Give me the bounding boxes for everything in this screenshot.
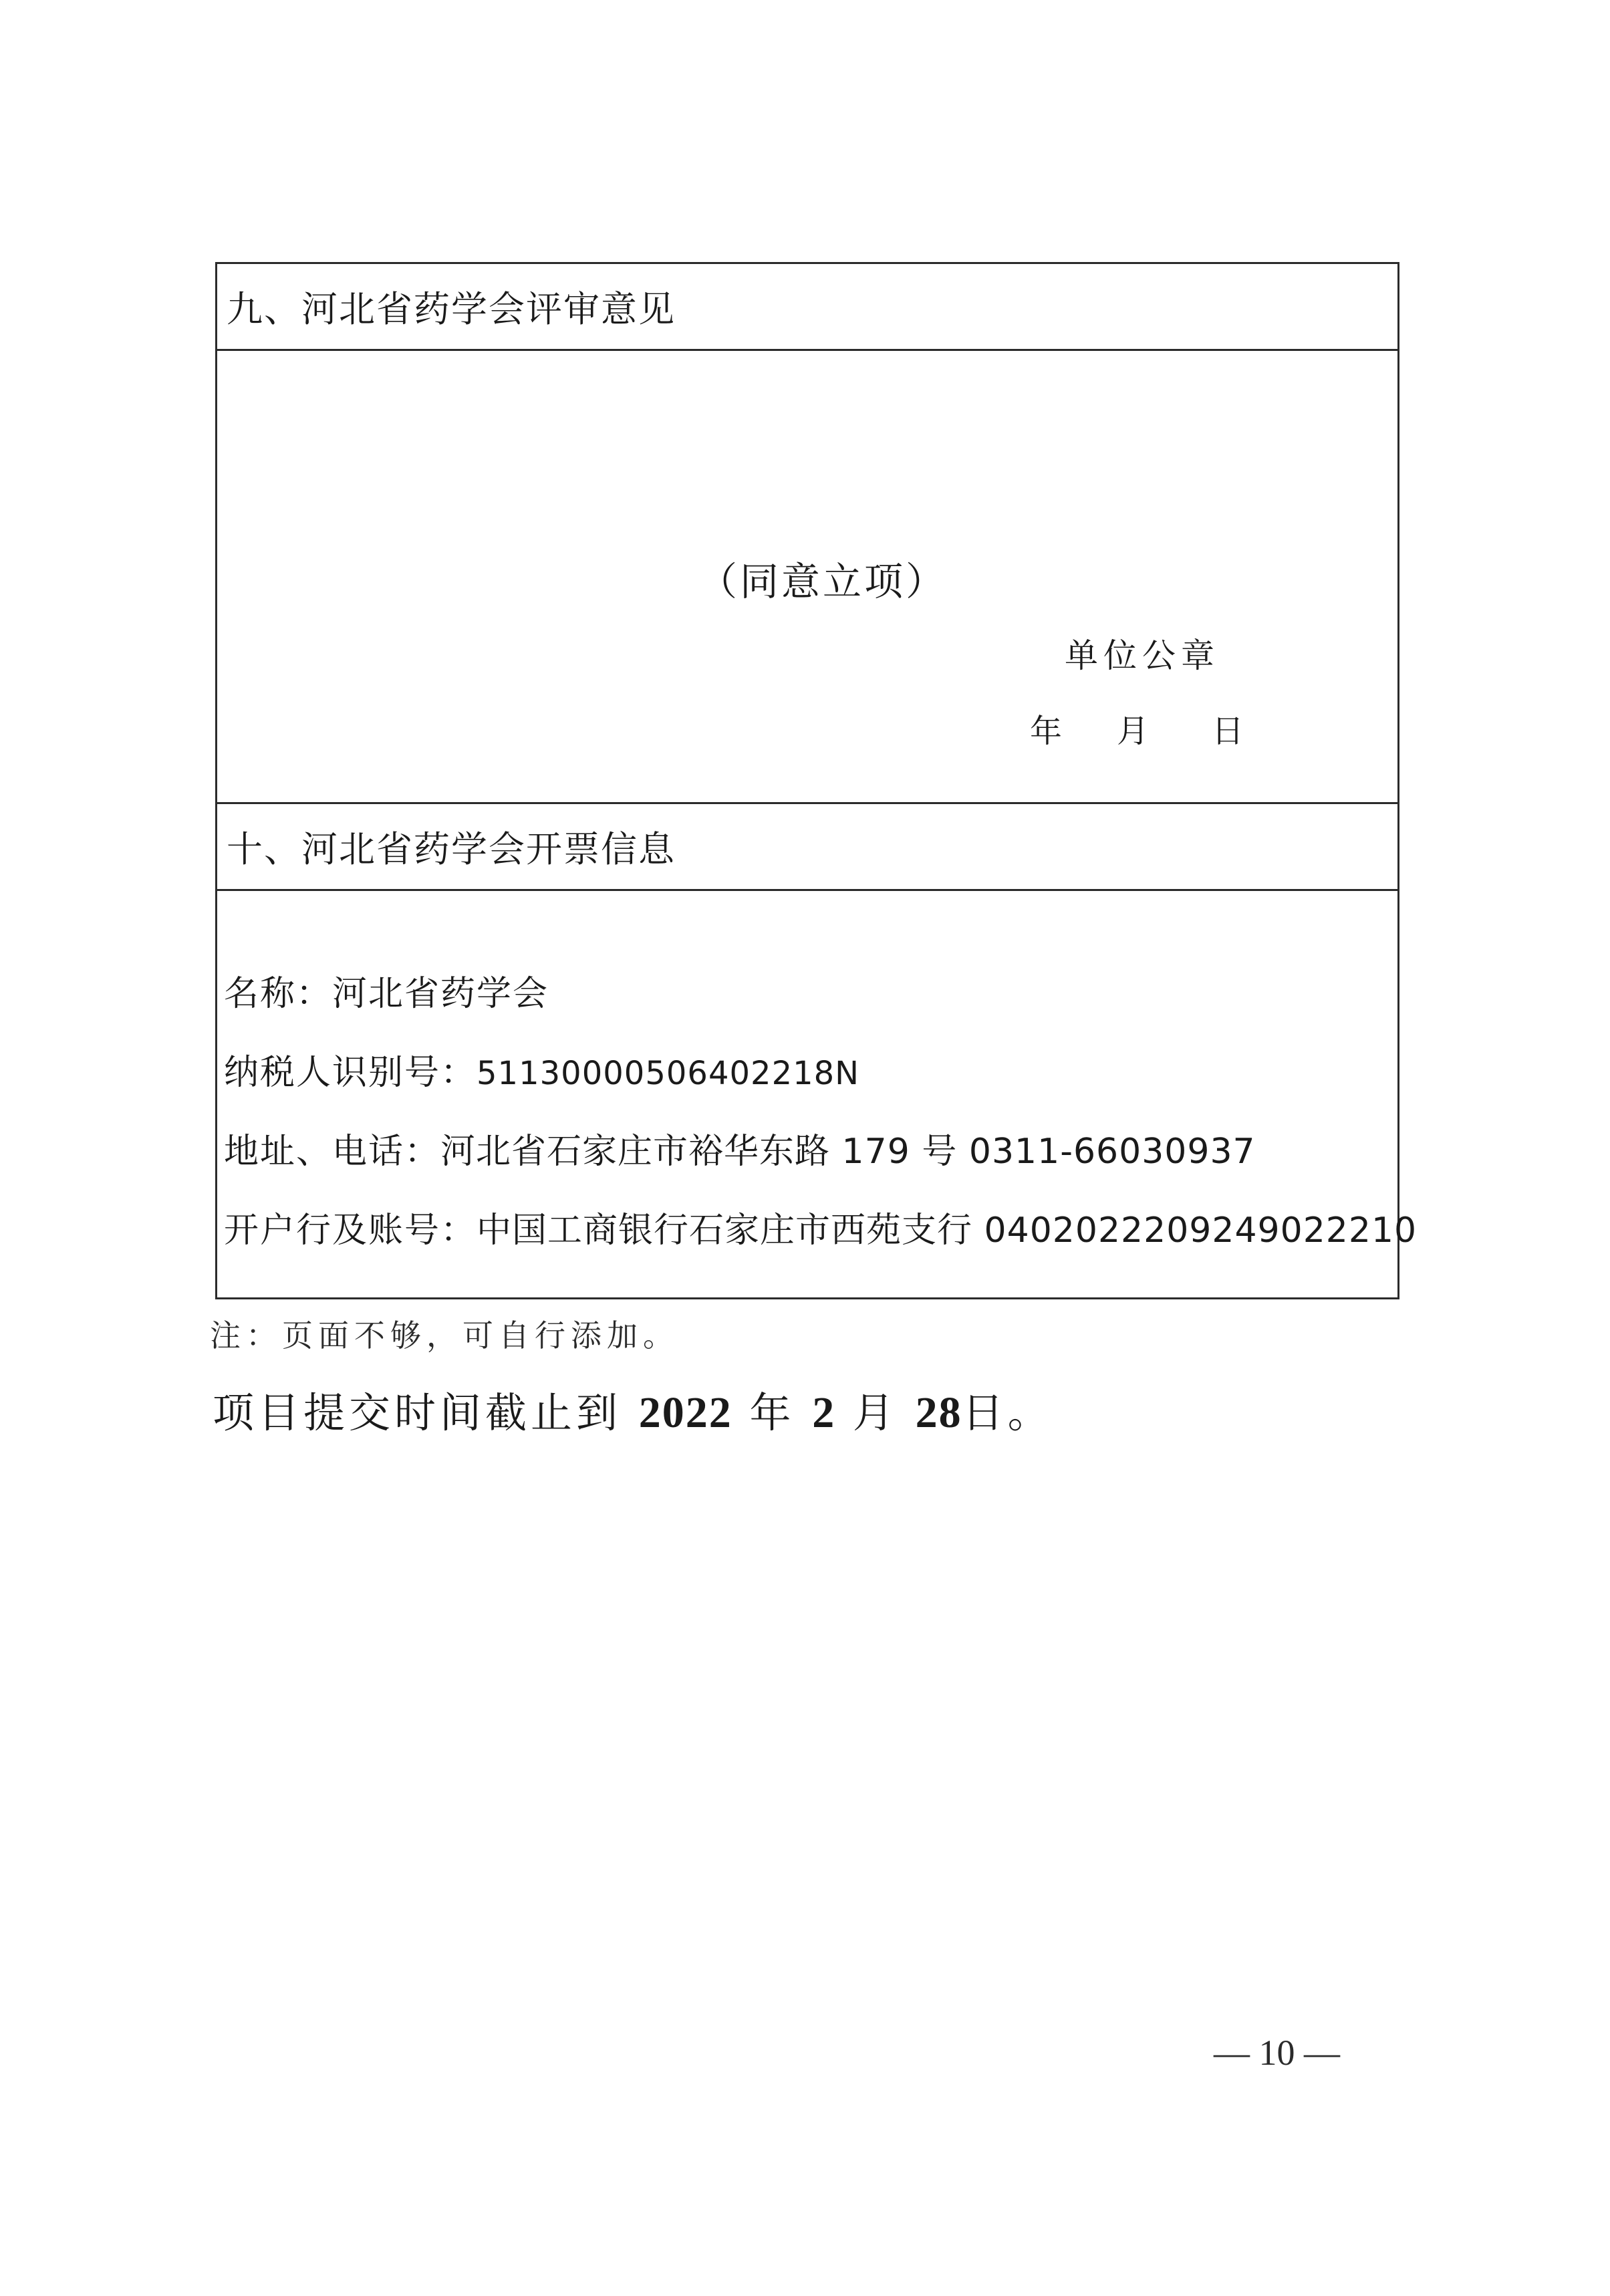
deadline-prefix: 项目提交时间截止到 (213, 1388, 622, 1437)
application-form-table (215, 262, 1418, 1299)
invoice-address-value: 河北省石家庄市裕华东路 179 号 0311-66030937 (440, 1132, 1256, 1172)
section-10-invoice-cell (217, 891, 1418, 1297)
invoice-name-line (224, 954, 1397, 1033)
seal-label: 单位公章 (1065, 636, 1220, 675)
date-year-label: 年 (1030, 713, 1063, 750)
invoice-tax-line (224, 1033, 1397, 1112)
deadline-year: 2022 (638, 1388, 732, 1437)
invoice-bank-line (224, 1191, 1418, 1270)
invoice-name-value: 河北省药学会 (332, 974, 549, 1014)
invoice-address-line (224, 1112, 1397, 1191)
section-9-header (217, 264, 1397, 351)
section-10-header (217, 804, 1397, 891)
section-9-review-cell (217, 351, 1397, 804)
invoice-bank-label: 开户行及账号： (224, 1210, 477, 1251)
approval-text: （同意立项） (698, 559, 948, 604)
invoice-tax-label: 纳税人识别号： (224, 1053, 477, 1093)
deadline-day-unit: 日。 (962, 1388, 1053, 1437)
deadline-statement (213, 1380, 1053, 1439)
deadline-year-unit: 年 (749, 1388, 795, 1437)
page-number: — 10 — (1214, 2033, 1340, 2073)
section-9-title: 九、河北省药学会评审意见 (227, 288, 676, 330)
footnote: 注：页面不够，可自行添加。 (210, 1317, 679, 1354)
deadline-day: 28 (915, 1388, 962, 1437)
date-line (1030, 705, 1244, 751)
deadline-month: 2 (812, 1388, 836, 1437)
date-day-label: 日 (1212, 713, 1244, 750)
invoice-tax-value: 51130000506402218N (477, 1055, 860, 1092)
section-10-title: 十、河北省药学会开票信息 (227, 828, 676, 870)
invoice-address-label: 地址、电话： (224, 1132, 441, 1172)
deadline-month-unit: 月 (852, 1388, 898, 1437)
date-month-label: 月 (1117, 713, 1150, 750)
invoice-bank-value: 中国工商银行石家庄市西苑支行 0402022209249022210 (477, 1210, 1418, 1251)
invoice-name-label: 名称： (224, 974, 333, 1014)
